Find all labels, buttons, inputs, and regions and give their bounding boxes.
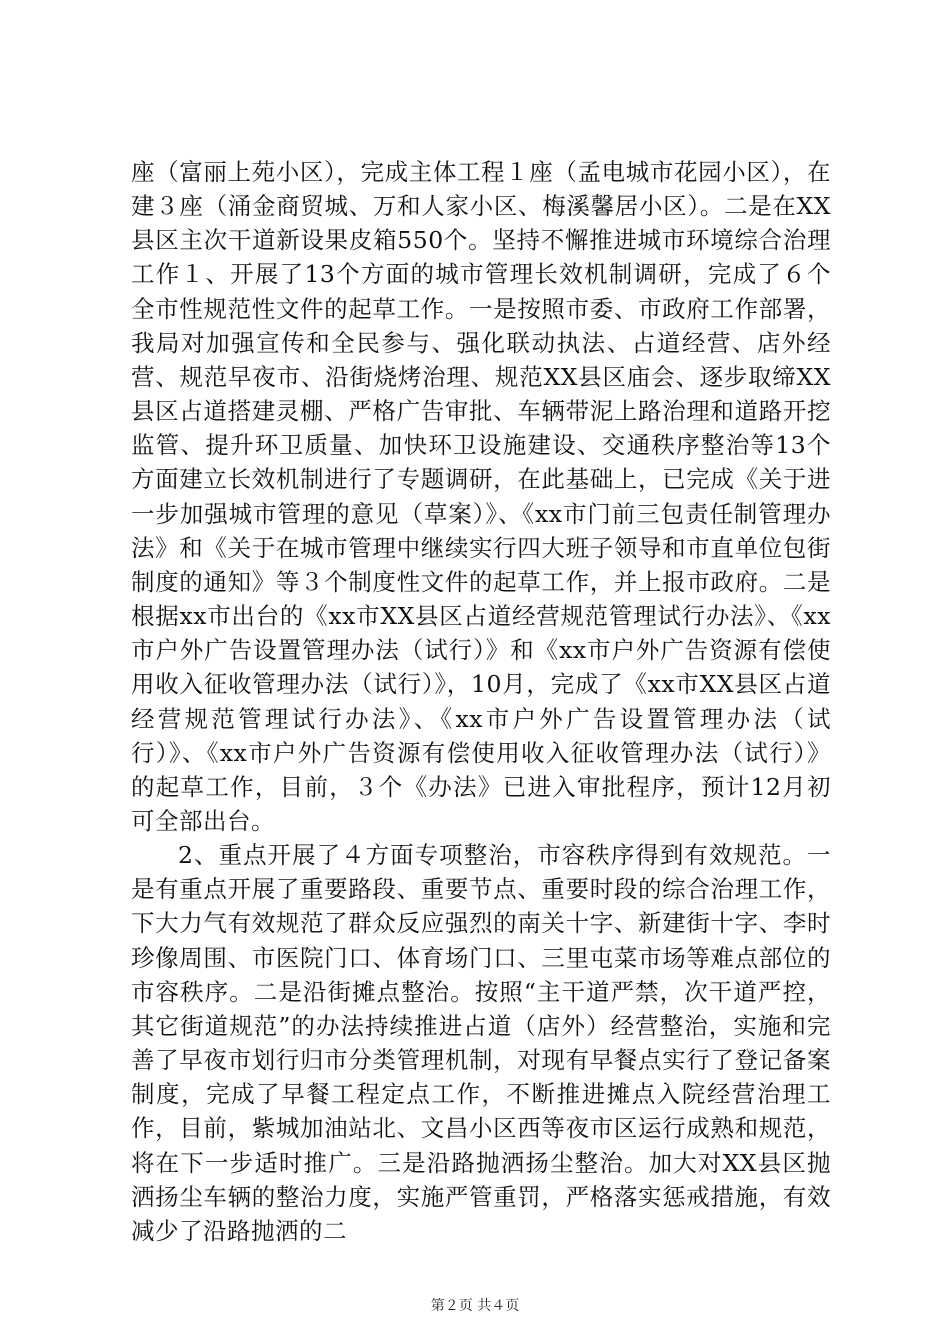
- paragraph-1: 座（富丽上苑小区），完成主体工程１座（孟电城市花园小区），在建３座（涌金商贸城、万和人家小区、梅溪馨居小区）。二是在XX县区主次干道新设果皮箱550个。坚持不懈推进城市环境综合治理工作１、开展了13个方面的城市管理长效机制调研，完成了６个全市性规范性文件的起草工作。一是按照市委、市政府工作部署，我局对加强宣传和全民参与、强化联动执法、占道经营、店外经营、规范早夜市、沿街烧烤治理、规范XX县区庙会、逐步取缔XX县区占道搭建灵棚、严格广告审批、车辆带泥上路治理和道路开挖监管、提升环卫质量、加快环卫设施建设、交通秩序整治等13个方面建立长效机制进行了专题调研，在此基础上，已完成《关于进一步加强城市管理的意见（草案）》、《xx市门前三包责任制管理办法》和《关于在城市管理中继续实行四大班子领导和市直单位包街制度的通知》等３个制度性文件的起草工作，并上报市政府。二是根据xx市出台的《xx市XX县区占道经营规范管理试行办法》、《xx市户外广告设置管理办法（试行）》和《xx市户外广告资源有偿使用收入征收管理办法（试行）》，10月，完成了《xx市XX县区占道经营规范管理试行办法》、《xx市户外广告设置管理办法（试行）》、《xx市户外广告资源有偿使用收入征收管理办法（试行）》的起草工作，目前，３个《办法》已进入审批程序，预计12月初可全部出台。: [131, 158, 831, 835]
- paragraph-2: 2、重点开展了４方面专项整治，市容秩序得到有效规范。一是有重点开展了重要路段、重要节点、重要时段的综合治理工作，下大力气有效规范了群众反应强烈的南关十字、新建街十字、李时珍像周围、市医院门口、体育场门口、三里屯菜市场等难点部位的市容秩序。二是沿街摊点整治。按照“主干道严禁，次干道严控，其它街道规范”的办法持续推进占道（店外）经营整治，实施和完善了早夜市划行归市分类管理机制，对现有早餐点实行了登记备案制度，完成了早餐工程定点工作，不断推进摊点入院经营治理工作，目前，紫城加油站北、文昌小区西等夜市区运行成熟和规范，将在下一步适时推广。三是沿路抛洒扬尘整治。加大对XX县区抛洒扬尘车辆的整治力度，实施严管重罚，严格落实惩戒措施，有效减少了沿路抛洒的二: [131, 841, 831, 1245]
- page-footer: 第２页 共４页: [430, 1298, 520, 1314]
- document-body: [131, 155, 831, 1248]
